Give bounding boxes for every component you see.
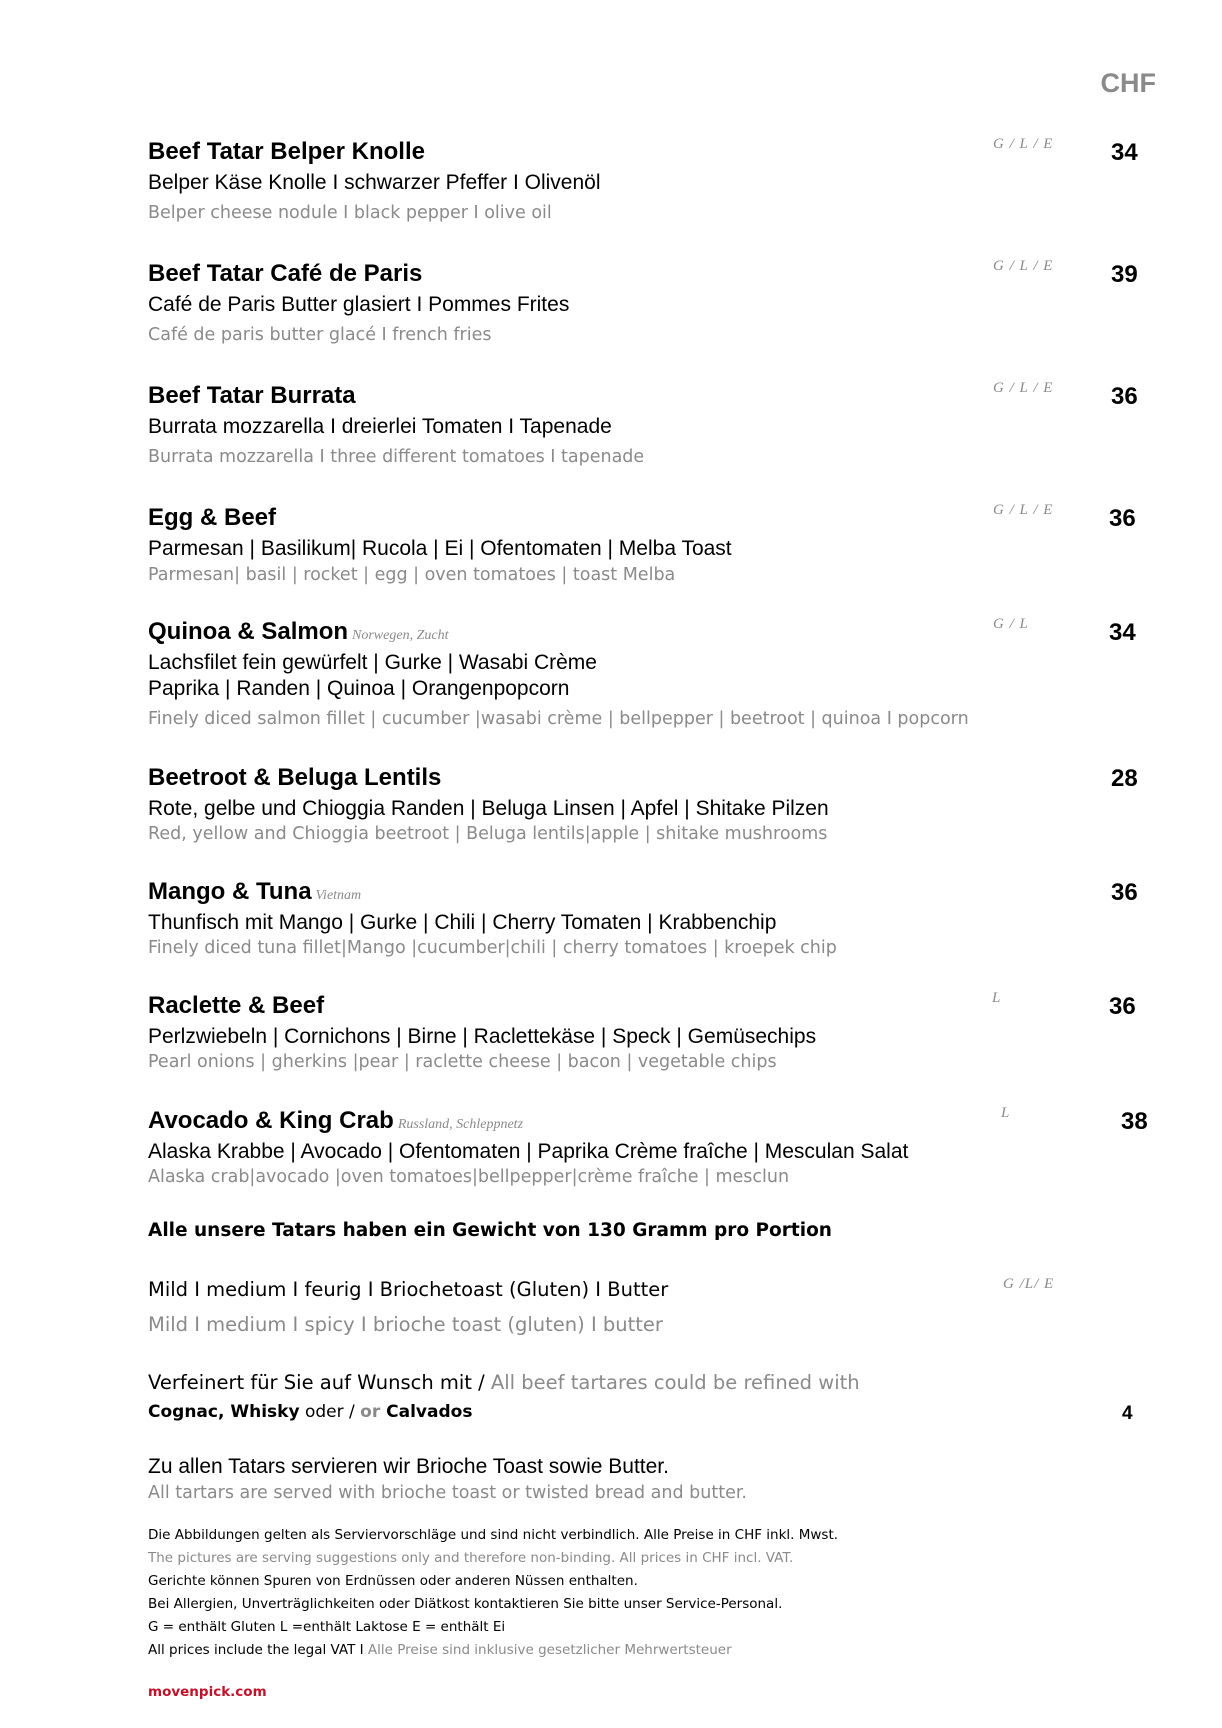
menu-item-price: 28 — [1111, 765, 1138, 792]
menu-item-price: 36 — [1111, 879, 1138, 906]
footer-vat-en: All prices include the legal VAT I — [148, 1642, 368, 1658]
menu-item-allergens: G / L / E — [993, 502, 1054, 518]
serve-note-en: All tartars are served with brioche toast or twisted bread and butter. — [148, 1483, 747, 1503]
menu-item-title: Beef Tatar Café de Paris — [148, 260, 423, 287]
menu-item-price: 39 — [1111, 261, 1138, 288]
currency-label: CHF — [1100, 68, 1156, 98]
footer-vat-note — [148, 1642, 732, 1658]
menu-item-title — [148, 1107, 523, 1135]
refine-options-bold: Cognac, Whisky — [148, 1402, 300, 1422]
menu-item-description-de: Café de Paris Butter glasiert I Pommes Frites — [148, 293, 570, 316]
menu-item-title-text: Quinoa & Salmon — [148, 618, 349, 645]
menu-item-price: 36 — [1111, 383, 1138, 410]
spice-allergens: G /L/ E — [1003, 1276, 1055, 1292]
menu-item-description-en: Café de paris butter glacé I french fries — [148, 325, 492, 345]
menu-item-title — [148, 878, 361, 906]
refine-de: Verfeinert für Sie auf Wunsch mit / — [148, 1371, 491, 1394]
menu-item-description-en: Finely diced salmon fillet | cucumber |wasabi crème | bellpepper | beetroot | quinoa I popcorn — [148, 709, 969, 729]
menu-item-description-en: Pearl onions | gherkins |pear | raclette cheese | bacon | vegetable chips — [148, 1052, 777, 1072]
refine-en: All beef tartares could be refined with — [490, 1371, 860, 1394]
menu-item-allergens: L — [1001, 1105, 1011, 1121]
menu-item-origin: Norwegen, Zucht — [352, 628, 449, 643]
footer-vat-de: Alle Preise sind inklusive gesetzlicher Mehrwertsteuer — [367, 1642, 732, 1658]
menu-item-description-de-line2: Paprika | Randen | Quinoa | Orangenpopcorn — [148, 677, 570, 700]
menu-item-allergens: G / L — [993, 616, 1029, 632]
menu-item-description-de: Burrata mozzarella I dreierlei Tomaten I Tapenade — [148, 415, 612, 438]
footer-disclaimer-en: The pictures are serving suggestions only and therefore non-binding. All prices in CHF incl. VAT. — [148, 1550, 794, 1566]
menu-item-description-de: Rote, gelbe und Chioggia Randen | Beluga Linsen | Apfel | Shitake Pilzen — [148, 797, 829, 820]
menu-item-allergens: G / L / E — [993, 258, 1054, 274]
menu-item-description-de: Parmesan | Basilikum| Rucola | Ei | Ofentomaten | Melba Toast — [148, 537, 732, 560]
menu-item-title: Raclette & Beef — [148, 992, 325, 1019]
menu-item-origin: Russland, Schleppnetz — [397, 1117, 524, 1132]
footer-allergen-legend: G = enthält Gluten L =enthält Laktose E = enthält Ei — [148, 1619, 506, 1635]
menu-item-price: 36 — [1109, 505, 1136, 532]
menu-item-description-en: Finely diced tuna fillet|Mango |cucumber|chili | cherry tomatoes | kroepek chip — [148, 938, 837, 958]
footer-nut-warning: Gerichte können Spuren von Erdnüssen oder anderen Nüssen enthalten. — [148, 1573, 638, 1589]
menu-item-description-de: Belper Käse Knolle I schwarzer Pfeffer I Olivenöl — [148, 171, 601, 194]
menu-item-title — [148, 618, 448, 646]
menu-item-price: 34 — [1111, 139, 1138, 166]
refine-options — [148, 1402, 472, 1422]
menu-item-title: Beetroot & Beluga Lentils — [148, 764, 442, 791]
weight-note: Alle unsere Tatars haben ein Gewicht von 130 Gramm pro Portion — [148, 1220, 832, 1241]
menu-item-price: 34 — [1109, 619, 1136, 646]
refine-line — [148, 1371, 860, 1394]
refine-price: 4 — [1122, 1403, 1133, 1424]
serve-note-de: Zu allen Tatars servieren wir Brioche Toast sowie Butter. — [148, 1455, 669, 1478]
menu-item-allergens: G / L / E — [993, 380, 1054, 396]
refine-oder: oder / — [299, 1402, 361, 1422]
menu-item-description-en: Belper cheese nodule I black pepper I olive oil — [148, 203, 552, 223]
menu-item-title: Egg & Beef — [148, 504, 277, 531]
menu-item-description-en: Burrata mozzarella I three different tomatoes I tapenade — [148, 447, 645, 467]
footer-disclaimer-de: Die Abbildungen gelten als Serviervorschläge und sind nicht verbindlich. Alle Preise in CHF inkl. Mwst. — [148, 1527, 839, 1543]
menu-item-title-text: Avocado & King Crab — [148, 1107, 394, 1134]
spice-options-de: Mild I medium I feurig I Briochetoast (Gluten) I Butter — [148, 1278, 669, 1301]
menu-item-title: Beef Tatar Burrata — [148, 382, 356, 409]
menu-item-description-en: Red, yellow and Chioggia beetroot | Beluga lentils|apple | shitake mushrooms — [148, 824, 828, 844]
menu-item-description-de: Lachsfilet fein gewürfelt | Gurke | Wasabi Crème — [148, 651, 597, 674]
menu-item-origin: Vietnam — [315, 888, 362, 903]
menu-item-allergens: L — [992, 990, 1002, 1006]
menu-item-price: 38 — [1121, 1108, 1148, 1135]
menu-item-price: 36 — [1109, 993, 1136, 1020]
footer-allergy-note: Bei Allergien, Unverträglichkeiten oder Diätkost kontaktieren Sie bitte unser Service-Personal. — [148, 1596, 783, 1612]
menu-item-description-de: Perlzwiebeln | Cornichons | Birne | Raclettekäse | Speck | Gemüsechips — [148, 1025, 817, 1048]
brand-link[interactable]: movenpick.com — [148, 1684, 267, 1700]
menu-item-title: Beef Tatar Belper Knolle — [148, 138, 425, 165]
menu-item-allergens: G / L / E — [993, 136, 1054, 152]
refine-calvados: Calvados — [380, 1402, 473, 1422]
refine-or: or — [360, 1402, 381, 1422]
menu-item-description-en: Parmesan| basil | rocket | egg | oven tomatoes | toast Melba — [148, 565, 676, 585]
menu-item-description-de: Thunfisch mit Mango | Gurke | Chili | Cherry Tomaten | Krabbenchip — [148, 911, 777, 934]
menu-item-description-de: Alaska Krabbe | Avocado | Ofentomaten | Paprika Crème fraîche | Mesculan Salat — [148, 1140, 909, 1163]
menu-item-title-text: Mango & Tuna — [148, 878, 312, 905]
menu-item-description-en: Alaska crab|avocado |oven tomatoes|bellpepper|crème fraîche | mesclun — [148, 1167, 790, 1187]
spice-options-en: Mild I medium I spicy I brioche toast (gluten) I butter — [148, 1313, 663, 1336]
